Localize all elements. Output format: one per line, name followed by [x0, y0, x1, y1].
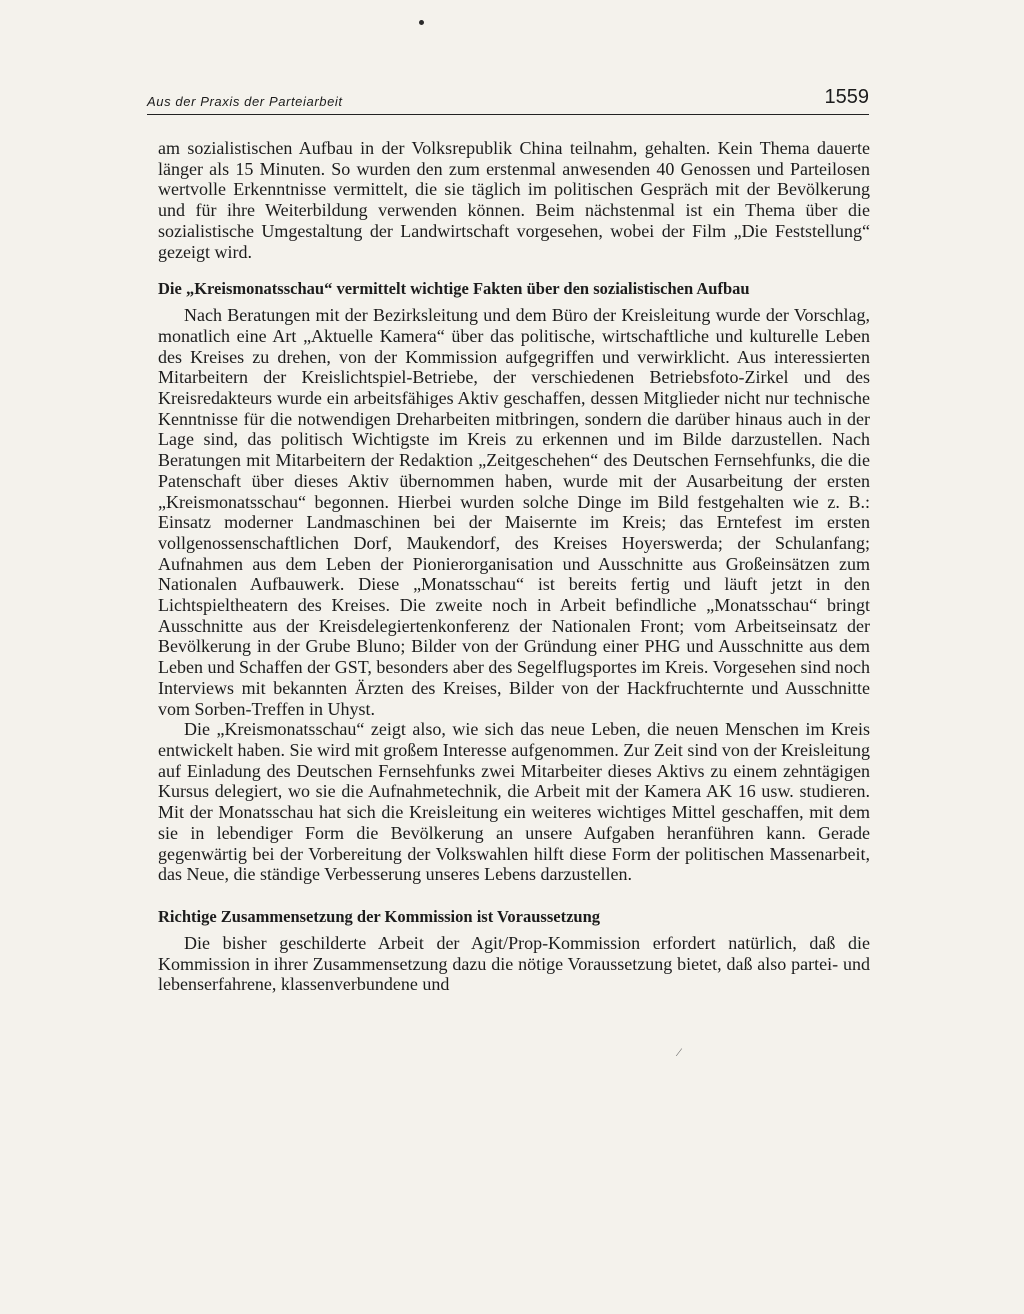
ink-speck: [419, 20, 424, 25]
header-rule: [147, 114, 869, 115]
paragraph-kreismonatsschau-zeigt: Die „Kreismonatsschau“ zeigt also, wie sich das neue Leben, die neuen Menschen im Kreis entwickelt haben. Sie wird mit großem Interesse aufgenommen. Zur Zeit sind von der Kreisleitung auf Einladung des Deutschen Fernsehfunks zwei Mitarbeiter dieses Aktivs zu einem zehntägigen Kursus delegiert, wo sie die Aufnahmetechnik, die Arbeit mit der Kamera AK 16 usw. studieren. Mit der Monatsschau hat sich die Kreisleitung ein weiteres wichtiges Mittel geschaffen, mit dem sie in lebendiger Form die Bevölkerung an unsere Aufgaben heranführen kann. Gerade gegenwärtig bei der Vorbereitung der Volkswahlen hilft diese Form der politischen Massenarbeit, das Neue, die ständige Verbesserung unseres Lebens darzustellen.: [158, 719, 870, 885]
paragraph-agitprop-kommission: Die bisher geschilderte Arbeit der Agit/Prop-Kommission erfordert natürlich, daß die Kommission in ihrer Zusammensetzung dazu die nötige Voraussetzung bietet, daß also partei- und lebenserfahrene, klassenverbundene und: [158, 932, 870, 995]
section-heading-kreismonatsschau: Die „Kreismonatsschau“ vermittelt wichtige Fakten über den sozialistischen Aufbau: [158, 279, 750, 299]
paragraph-beratungen: Nach Beratungen mit der Bezirksleitung und dem Büro der Kreisleitung wurde der Vorschlag, monatlich eine Art „Aktuelle Kamera“ über das politische, wirtschaftliche und kulturelle Leben des Kreises zu drehen, von der Kommission aufgegriffen und verwirklicht. Aus interessierten Mitarbeitern der Kreislichtspiel-Betriebe, der verschiedenen Betriebsfoto-Zirkel und des Kreisredakteurs wurde ein arbeitsfähiges Aktiv geschaffen, dessen Mitglieder nicht nur technische Kenntnisse für die notwendigen Dreharbeiten mitbringen, sondern die darüber hinaus auch in der Lage sind, das politisch Wichtigste im Kreis zu erkennen und im Bilde darzustellen. Nach Beratungen mit Mitarbeitern der Redaktion „Zeitgeschehen“ des Deutschen Fernsehfunks, die die Patenschaft über dieses Aktiv übernommen haben, wurde mit der Ausarbeitung der ersten „Kreismonatsschau“ begonnen. Hierbei wurden solche Dinge im Bild festgehalten wie z. B.: Einsatz moderner Landmaschinen bei der Maisernte im Kreis; das Erntefest im ersten vollgenossenschaftlichen Dorf, Maukendorf, des Kreises Hoyerswerda; der Schulanfang; Aufnahmen aus dem Leben der Pionierorganisation und Ausschnitte aus Großeinsätzen zum Nationalen Aufbauwerk. Diese „Monatsschau“ ist bereits fertig und läuft jetzt in den Lichtspieltheatern des Kreises. Die zweite noch in Arbeit befindliche „Monatsschau“ bringt Ausschnitte aus der Kreisdelegiertenkonferenz der Nationalen Front; vom Arbeitseinsatz der Bevölkerung in der Grube Bluno; Bilder von der Gründung einer PHG und Ausschnitte aus dem Leben und Schaffen der GST, besonders aber des Segelflugsportes im Kreis. Vorgesehen sind noch Interviews mit bekannten Ärzten des Kreises, Bilder von der Hackfruchternte und Ausschnitte vom Sorben-Treffen in Uhyst.: [158, 305, 870, 719]
running-header: [147, 86, 869, 116]
pencil-mark: ⁄: [678, 1045, 681, 1059]
section-heading-zusammensetzung: Richtige Zusammensetzung der Kommission ist Voraussetzung: [158, 906, 601, 926]
paragraph-continuation: am sozialistischen Aufbau in der Volksrepublik China teilnahm, gehalten. Kein Thema dauerte länger als 15 Minuten. So wurden den zum erstenmal anwesenden 40 Genossen und Parteilosen wertvolle Erkenntnisse vermittelt, die sie täglich im politischen Gespräch mit der Bevölkerung und für ihre Weiterbildung verwenden können. Beim nächstenmal ist ein Thema über die sozialistische Umgestaltung der Landwirtschaft vorgesehen, wobei der Film „Die Feststellung“ gezeigt wird.: [158, 138, 870, 262]
running-header-title: Aus der Praxis der Parteiarbeit: [147, 94, 343, 109]
article-body: [158, 138, 870, 995]
page-number: 1559: [824, 86, 869, 108]
